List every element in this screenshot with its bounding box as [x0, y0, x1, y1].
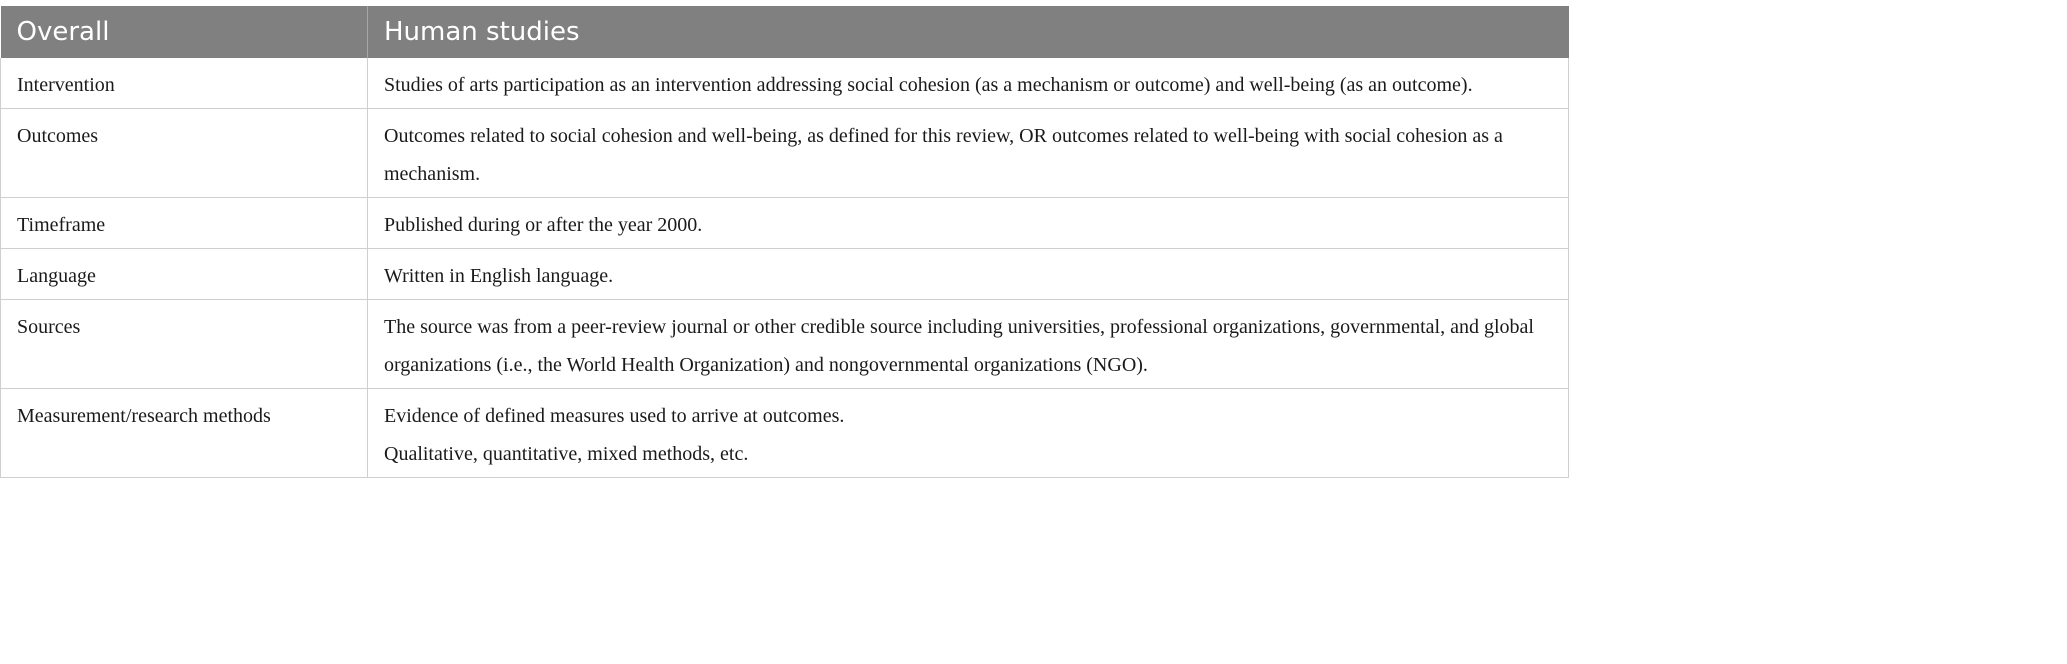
row-description: [368, 249, 1569, 300]
description-line: Published during or after the year 2000.: [384, 214, 703, 236]
criteria-table-container: [0, 6, 1568, 478]
row-description: [368, 58, 1569, 109]
row-label: Intervention: [1, 58, 368, 109]
table-row: [1, 389, 1569, 478]
description-line: Outcomes related to social cohesion and well-being, as defined for this review, OR outcomes related to well-being with social cohesion as a mechanism.: [384, 125, 1503, 185]
row-description: [368, 389, 1569, 478]
row-description: [368, 198, 1569, 249]
row-label: Language: [1, 249, 368, 300]
table-body: [1, 58, 1569, 478]
description-line: Qualitative, quantitative, mixed methods, etc.: [384, 443, 749, 465]
description-line: Evidence of defined measures used to arrive at outcomes.: [384, 405, 845, 427]
table-row: [1, 198, 1569, 249]
description-line: Studies of arts participation as an intervention addressing social cohesion (as a mechanism or outcome) and well-being (as an outcome).: [384, 74, 1473, 96]
header-row: [1, 6, 1569, 58]
row-description: [368, 300, 1569, 389]
row-label: Measurement/research methods: [1, 389, 368, 478]
description-line: The source was from a peer-review journal or other credible source including universities, professional organizations, governmental, and global organizations (i.e., the World Health Organization) and nongovernmental organizations (NGO).: [384, 316, 1534, 376]
header-overall: Overall: [1, 6, 368, 58]
header-human-studies: Human studies: [368, 6, 1569, 58]
table-row: [1, 58, 1569, 109]
table-row: [1, 300, 1569, 389]
table-row: [1, 249, 1569, 300]
table-header: [1, 6, 1569, 58]
row-label: Timeframe: [1, 198, 368, 249]
inclusion-criteria-table: [0, 6, 1569, 478]
table-row: [1, 109, 1569, 198]
row-description: [368, 109, 1569, 198]
description-line: Written in English language.: [384, 265, 614, 287]
row-label: Sources: [1, 300, 368, 389]
row-label: Outcomes: [1, 109, 368, 198]
